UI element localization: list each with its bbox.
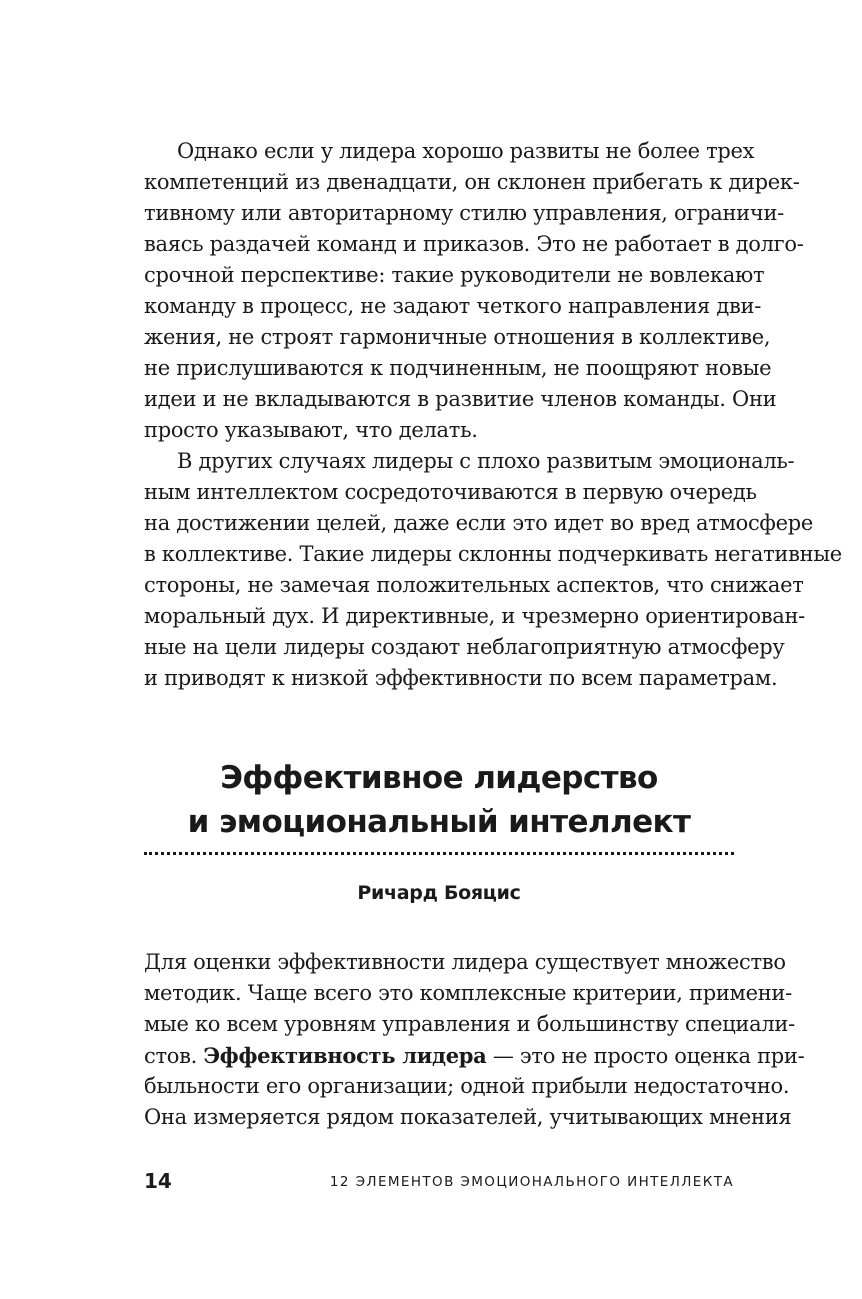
page-number: 14: [144, 1169, 172, 1193]
paragraph-leader-effectiveness: [144, 947, 805, 1133]
text-line: ным интеллектом сосредоточиваются в первую очередь: [144, 480, 757, 504]
text-line: Она измеряется рядом показателей, учитывающих мнения: [144, 1105, 792, 1129]
text-line: компетенций из двенадцати, он склонен прибегать к дирек-: [144, 170, 800, 194]
bold-term: Эффективность лидера: [203, 1043, 487, 1068]
running-title: 12 ЭЛЕМЕНТОВ ЭМОЦИОНАЛЬНОГО ИНТЕЛЛЕКТА: [329, 1174, 734, 1190]
page-footer: [144, 1168, 734, 1194]
text-line: в коллективе. Такие лидеры склонны подчеркивать негативные: [144, 542, 842, 566]
text-line: команду в процесс, не задают четкого направления дви-: [144, 294, 762, 318]
text-line: ваясь раздачей команд и приказов. Это не работает в долго-: [144, 232, 804, 256]
text-line: идеи и не вкладываются в развитие членов команды. Они: [144, 387, 777, 411]
text-line: и приводят к низкой эффективности по всем параметрам.: [144, 666, 778, 690]
text-line: Для оценки эффективности лидера существует множество: [144, 950, 786, 974]
text-line: Однако если у лидера хорошо развиты не более трех: [177, 139, 755, 163]
text-line: [144, 1040, 805, 1071]
text-line: срочной перспективе: такие руководители не вовлекают: [144, 263, 765, 287]
section-title: [144, 756, 734, 844]
text-line: тивному или авторитарному стилю управления, ограничи-: [144, 201, 784, 225]
text-line: ные на цели лидеры создают неблагоприятную атмосферу: [144, 635, 785, 659]
text-line: быльности его организации; одной прибыли недостаточно.: [144, 1074, 790, 1098]
section-title-line-1: Эффективное лидерство: [220, 760, 658, 796]
text-line: моральный дух. И директивные, и чрезмерно ориентирован-: [144, 604, 805, 628]
text-line: жения, не строят гармоничные отношения в коллективе,: [144, 325, 771, 349]
section-title-line-2: и эмоциональный интеллект: [187, 804, 691, 840]
section-author: Ричард Бояцис: [357, 882, 521, 904]
dotted-divider: [144, 852, 734, 855]
text-line: не прислушиваются к подчиненным, не поощряют новые: [144, 356, 772, 380]
text-span: — это не просто оценка при-: [486, 1044, 805, 1068]
text-line: просто указывают, что делать.: [144, 418, 478, 442]
text-line: методик. Чаще всего это комплексные критерии, примени-: [144, 981, 792, 1005]
text-line: мые ко всем уровням управления и большинству специали-: [144, 1012, 795, 1036]
paragraph-directive-leadership: [144, 136, 842, 694]
text-line: на достижении целей, даже если это идет во вред атмосфере: [144, 511, 813, 535]
text-line: стороны, не замечая положительных аспектов, что снижает: [144, 573, 804, 597]
text-span: стов.: [144, 1044, 204, 1068]
text-line: В других случаях лидеры с плохо развитым эмоциональ-: [177, 449, 795, 473]
